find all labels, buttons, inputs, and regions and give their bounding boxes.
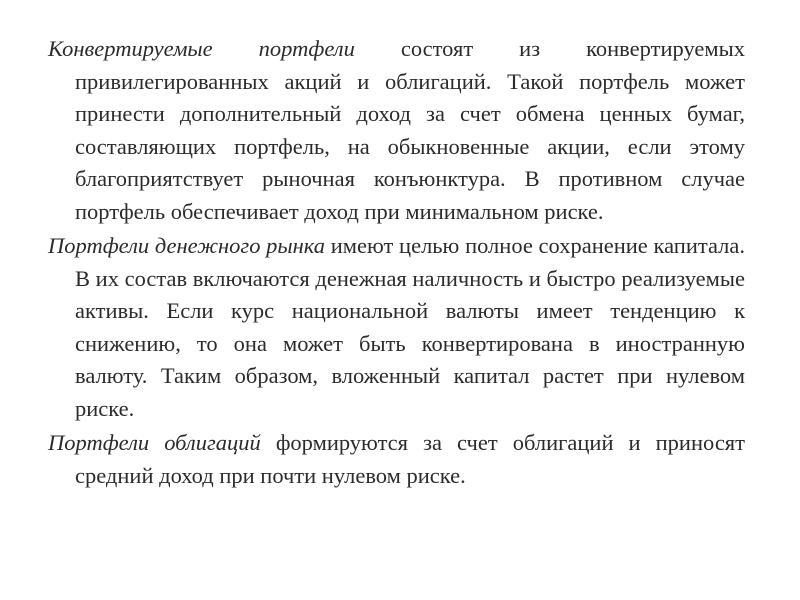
paragraph-bond-portfolios: [48, 427, 745, 492]
text-convertible-portfolios: состоят из конвертируемых привилегированных акций и облигаций. Такой портфель может принести дополнительный доход за счет обмена ценных бумаг, составляющих портфель, на обыкновенные акции, если этому благоприятствует рыночная конъюнктура. В противном случае портфель обеспечивает доход при минимальном риске.: [75, 36, 745, 224]
slide-text-block: [48, 33, 745, 494]
paragraph-convertible-portfolios: [48, 33, 745, 228]
text-money-market-portfolios: имеют целью полное сохранение капитала. В их состав включаются денежная наличность и быстро реализуемые активы. Если курс национальной валюты имеет тенденцию к снижению, то она может быть конвертирована в иностранную валюту. Таким образом, вложенный капитал растет при нулевом риске.: [75, 233, 745, 421]
term-bond-portfolios: Портфели облигаций: [48, 430, 261, 455]
term-money-market-portfolios: Портфели денежного рынка: [48, 233, 326, 258]
term-convertible-portfolios: Конвертируемые портфели: [48, 36, 355, 61]
paragraph-money-market-portfolios: [48, 230, 745, 425]
text-bond-portfolios: формируются за счет облигаций и приносят средний доход при почти нулевом риске.: [75, 430, 745, 488]
